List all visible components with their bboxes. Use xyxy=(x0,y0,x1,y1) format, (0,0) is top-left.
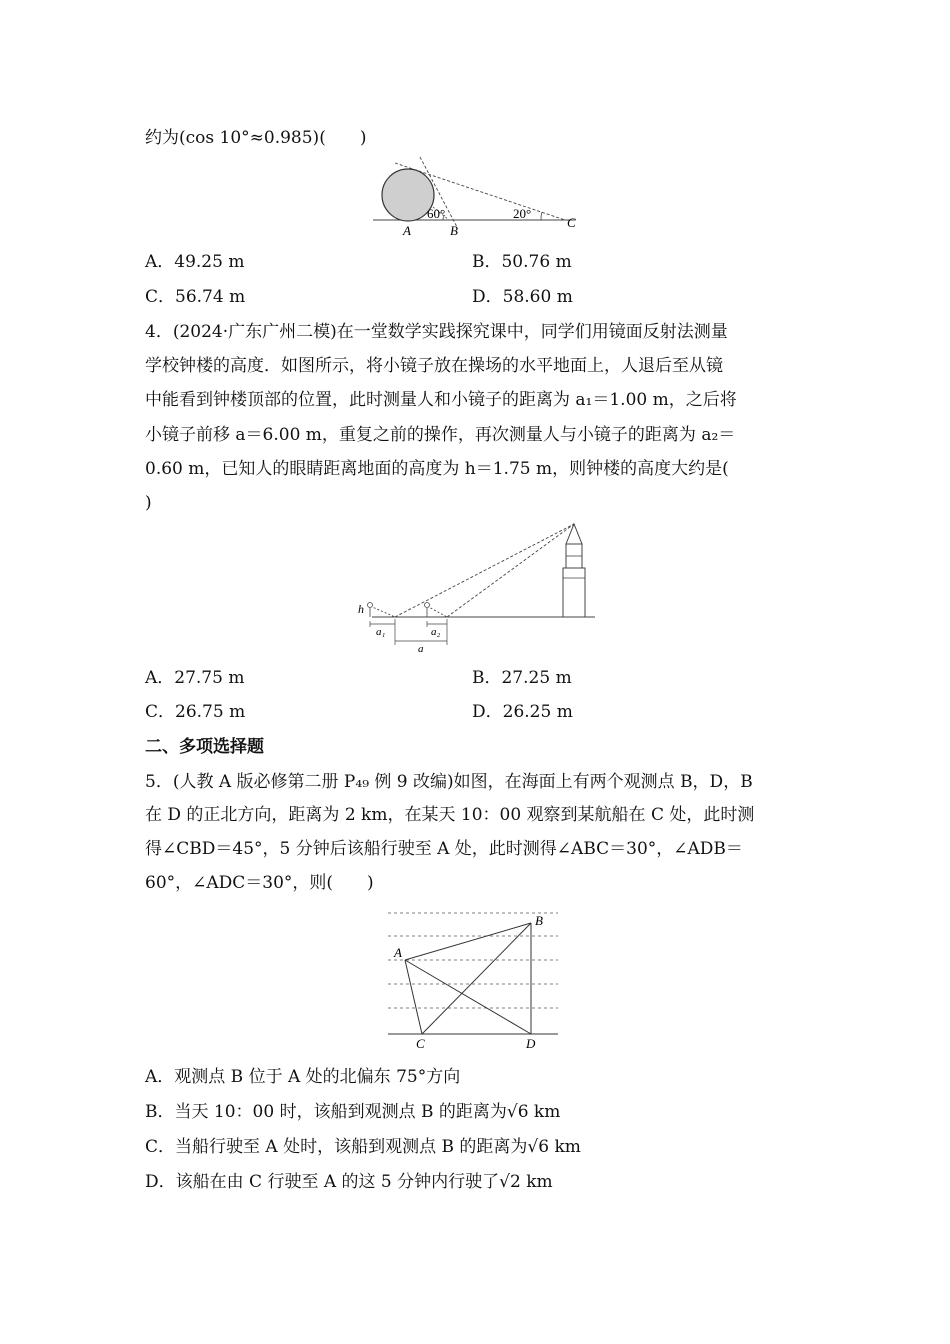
q4-line-4: 小镜子前移 a＝6.00 m，重复之前的操作，再次测量人与小镜子的距离为 a₂＝ xyxy=(145,425,736,445)
label-a2: a₂ xyxy=(431,626,441,638)
label-point-C: C xyxy=(416,1036,425,1051)
tower-body xyxy=(563,568,585,617)
q4-figure xyxy=(350,520,600,655)
q5-line-4: 60°，∠ADC＝30°，则( ) xyxy=(145,873,374,893)
segment-ab xyxy=(405,923,531,960)
q4-option-b: B．27.25 m xyxy=(472,668,572,688)
label-point-A: A xyxy=(394,945,402,960)
segment-ad xyxy=(405,960,531,1034)
q4-line-1: 4．(2024·广东广州二模)在一堂数学实践探究课中，同学们用镜面反射法测量 xyxy=(145,322,728,342)
q5-option-c: C．当船行驶至 A 处时，该船到观测点 B 的距离为√6 km xyxy=(145,1137,581,1157)
q4-line-3: 中能看到钟楼顶部的位置，此时测量人和小镜子的距离为 a₁＝1.00 m，之后将 xyxy=(145,390,737,410)
person-2-eye xyxy=(425,603,430,608)
person-1-eye xyxy=(368,603,373,608)
q5-figure xyxy=(380,905,565,1055)
section-heading: 二、多项选择题 xyxy=(145,737,264,757)
q3-option-d: D．58.60 m xyxy=(472,287,573,307)
q3-option-c: C．56.74 m xyxy=(145,287,246,307)
arc-20 xyxy=(541,212,542,220)
q3-stem-tail: 约为(cos 10°≈0.985)( ) xyxy=(145,128,367,148)
q5-option-d: D．该船在由 C 行驶至 A 的这 5 分钟内行驶了√2 km xyxy=(145,1172,553,1192)
label-point-D: D xyxy=(526,1036,536,1051)
q3-option-b: B．50.76 m xyxy=(472,252,572,272)
label-point-B: B xyxy=(535,913,543,928)
segment-bc xyxy=(422,923,531,1034)
q5-line-3: 得∠CBD＝45°，5 分钟后该船行驶至 A 处，此时测得∠ABC＝30°，∠ADB＝ xyxy=(145,839,743,859)
q4-line-6: ) xyxy=(145,493,152,513)
q5-option-b: B．当天 10：00 时，该船到观测点 B 的距离为√6 km xyxy=(145,1102,561,1122)
q5-option-a: A．观测点 B 位于 A 处的北偏东 75°方向 xyxy=(145,1067,461,1087)
label-angle-20: 20° xyxy=(513,206,532,221)
label-point-B: B xyxy=(450,223,458,238)
q4-option-d: D．26.25 m xyxy=(472,702,573,722)
label-a1: a₁ xyxy=(376,626,386,638)
q4-option-c: C．26.75 m xyxy=(145,702,246,722)
q5-line-2: 在 D 的正北方向，距离为 2 km，在某天 10：00 观察到某航船在 C 处，此时测 xyxy=(145,805,755,825)
label-a: a xyxy=(418,643,424,655)
q3-option-a: A．49.25 m xyxy=(145,252,245,272)
q3-figure xyxy=(365,155,595,240)
label-point-C: C xyxy=(567,215,576,230)
q4-line-2: 学校钟楼的高度．如图所示，将小镜子放在操场的水平地面上，人退后至从镜 xyxy=(145,356,723,376)
label-h: h xyxy=(358,602,364,616)
segment-ac xyxy=(405,960,422,1034)
q5-line-1: 5．(人教 A 版必修第二册 P₄₉ 例 9 改编)如图，在海面上有两个观测点 B，D，B xyxy=(145,772,753,792)
label-point-A: A xyxy=(403,223,411,238)
q4-line-5: 0.60 m，已知人的眼睛距离地面的高度为 h＝1.75 m，则钟楼的高度大约是( xyxy=(145,459,729,479)
q4-option-a: A．27.75 m xyxy=(145,668,245,688)
label-angle-60: 60° xyxy=(427,206,446,221)
